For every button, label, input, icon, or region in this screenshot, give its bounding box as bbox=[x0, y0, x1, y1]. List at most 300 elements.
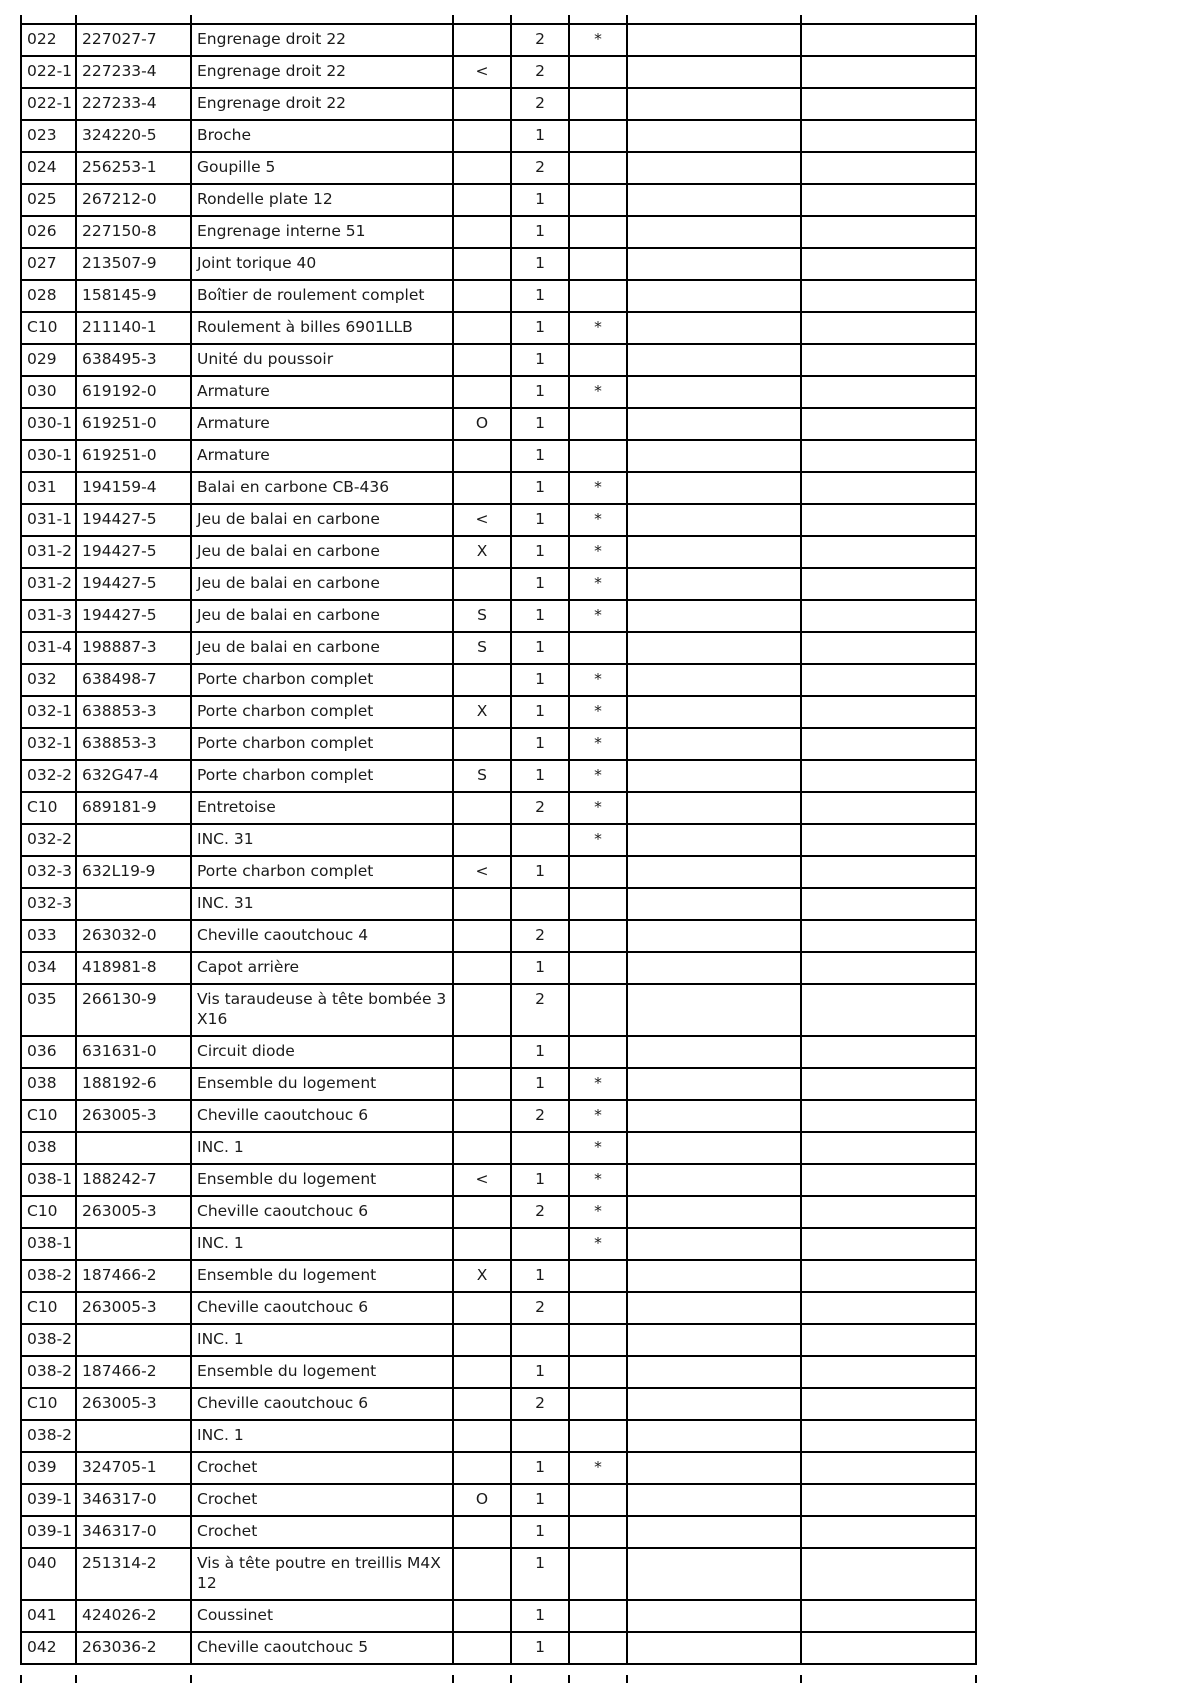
empty-cell bbox=[627, 1036, 801, 1068]
empty-cell bbox=[801, 120, 976, 152]
quantity-cell bbox=[511, 1132, 569, 1164]
empty-cell bbox=[801, 824, 976, 856]
table-row bbox=[21, 88, 976, 120]
empty-cell bbox=[627, 1260, 801, 1292]
quantity-cell: 1 bbox=[511, 248, 569, 280]
empty-cell bbox=[627, 24, 801, 56]
variant-mark-cell bbox=[453, 920, 511, 952]
description-cell: Jeu de balai en carbone bbox=[191, 568, 453, 600]
item-number-cell: 028 bbox=[21, 280, 76, 312]
part-number-cell: 632G47-4 bbox=[76, 760, 191, 792]
variant-mark-cell bbox=[453, 728, 511, 760]
table-row bbox=[21, 1164, 976, 1196]
empty-cell bbox=[801, 568, 976, 600]
item-number-cell: 038-1 bbox=[21, 1164, 76, 1196]
item-number-cell: 038 bbox=[21, 1068, 76, 1100]
empty-cell bbox=[627, 472, 801, 504]
empty-cell bbox=[801, 152, 976, 184]
variant-mark-cell: O bbox=[453, 1484, 511, 1516]
empty-cell bbox=[801, 56, 976, 88]
description-cell: INC. 1 bbox=[191, 1324, 453, 1356]
empty-cell bbox=[801, 24, 976, 56]
empty-cell bbox=[627, 56, 801, 88]
note-marker-cell: * bbox=[569, 760, 627, 792]
quantity-cell bbox=[511, 1228, 569, 1260]
description-cell: Cheville caoutchouc 6 bbox=[191, 1100, 453, 1132]
note-marker-cell bbox=[569, 1632, 627, 1664]
empty-cell bbox=[627, 920, 801, 952]
part-number-cell: 266130-9 bbox=[76, 984, 191, 1036]
table-row bbox=[21, 280, 976, 312]
table-row bbox=[21, 600, 976, 632]
item-number-cell: 031-2 bbox=[21, 568, 76, 600]
quantity-cell: 1 bbox=[511, 1632, 569, 1664]
part-number-cell: 346317-0 bbox=[76, 1484, 191, 1516]
variant-mark-cell bbox=[453, 344, 511, 376]
table-row bbox=[21, 1548, 976, 1600]
variant-mark-cell bbox=[453, 792, 511, 824]
part-number-cell: 227233-4 bbox=[76, 56, 191, 88]
variant-mark-cell bbox=[453, 664, 511, 696]
part-number-cell: 187466-2 bbox=[76, 1356, 191, 1388]
part-number-cell bbox=[76, 1324, 191, 1356]
variant-mark-cell bbox=[453, 1068, 511, 1100]
quantity-cell: 2 bbox=[511, 1100, 569, 1132]
variant-mark-cell bbox=[453, 312, 511, 344]
quantity-cell bbox=[511, 888, 569, 920]
table-continuation-top bbox=[20, 15, 977, 23]
empty-cell bbox=[627, 1324, 801, 1356]
empty-cell bbox=[801, 1484, 976, 1516]
table-row bbox=[21, 792, 976, 824]
variant-mark-cell bbox=[453, 88, 511, 120]
table-row bbox=[21, 1324, 976, 1356]
empty-cell bbox=[801, 600, 976, 632]
note-marker-cell: * bbox=[569, 568, 627, 600]
note-marker-cell: * bbox=[569, 376, 627, 408]
empty-cell bbox=[801, 1356, 976, 1388]
table-row bbox=[21, 1600, 976, 1632]
empty-cell bbox=[627, 376, 801, 408]
part-number-cell: 324705-1 bbox=[76, 1452, 191, 1484]
item-number-cell: 036 bbox=[21, 1036, 76, 1068]
note-marker-cell bbox=[569, 1600, 627, 1632]
description-cell: Jeu de balai en carbone bbox=[191, 632, 453, 664]
quantity-cell: 1 bbox=[511, 1452, 569, 1484]
note-marker-cell bbox=[569, 88, 627, 120]
note-marker-cell: * bbox=[569, 728, 627, 760]
variant-mark-cell: X bbox=[453, 536, 511, 568]
item-number-cell: 029 bbox=[21, 344, 76, 376]
part-number-cell: 211140-1 bbox=[76, 312, 191, 344]
table-row bbox=[21, 1196, 976, 1228]
description-cell: Unité du poussoir bbox=[191, 344, 453, 376]
description-cell: Rondelle plate 12 bbox=[191, 184, 453, 216]
table-row bbox=[21, 1260, 976, 1292]
variant-mark-cell bbox=[453, 952, 511, 984]
description-cell: INC. 31 bbox=[191, 824, 453, 856]
part-number-cell bbox=[76, 888, 191, 920]
empty-cell bbox=[801, 1228, 976, 1260]
description-cell: Ensemble du logement bbox=[191, 1164, 453, 1196]
note-marker-cell bbox=[569, 120, 627, 152]
item-number-cell: C10 bbox=[21, 1196, 76, 1228]
table-row bbox=[21, 760, 976, 792]
part-number-cell: 227233-4 bbox=[76, 88, 191, 120]
description-cell: INC. 31 bbox=[191, 888, 453, 920]
quantity-cell: 2 bbox=[511, 1292, 569, 1324]
variant-mark-cell bbox=[453, 568, 511, 600]
empty-cell bbox=[801, 1036, 976, 1068]
note-marker-cell bbox=[569, 1292, 627, 1324]
part-number-cell: 263032-0 bbox=[76, 920, 191, 952]
quantity-cell: 1 bbox=[511, 632, 569, 664]
description-cell: Crochet bbox=[191, 1516, 453, 1548]
empty-cell bbox=[627, 344, 801, 376]
quantity-cell: 1 bbox=[511, 1516, 569, 1548]
item-number-cell: 031-4 bbox=[21, 632, 76, 664]
table-row bbox=[21, 120, 976, 152]
item-number-cell: 034 bbox=[21, 952, 76, 984]
note-marker-cell bbox=[569, 1548, 627, 1600]
description-cell: Porte charbon complet bbox=[191, 856, 453, 888]
part-number-cell: 263005-3 bbox=[76, 1292, 191, 1324]
description-cell: Cheville caoutchouc 6 bbox=[191, 1388, 453, 1420]
table-row bbox=[21, 1132, 976, 1164]
part-number-cell: 638853-3 bbox=[76, 696, 191, 728]
empty-cell bbox=[801, 472, 976, 504]
description-cell: Porte charbon complet bbox=[191, 696, 453, 728]
empty-cell bbox=[627, 824, 801, 856]
part-number-cell: 638498-7 bbox=[76, 664, 191, 696]
empty-cell bbox=[801, 920, 976, 952]
item-number-cell: 038-2 bbox=[21, 1260, 76, 1292]
table-row bbox=[21, 1632, 976, 1664]
quantity-cell: 1 bbox=[511, 1260, 569, 1292]
table-row bbox=[21, 888, 976, 920]
variant-mark-cell bbox=[453, 1324, 511, 1356]
part-number-cell: 256253-1 bbox=[76, 152, 191, 184]
note-marker-cell bbox=[569, 152, 627, 184]
quantity-cell: 1 bbox=[511, 856, 569, 888]
empty-cell bbox=[627, 1452, 801, 1484]
description-cell: Coussinet bbox=[191, 1600, 453, 1632]
empty-cell bbox=[627, 856, 801, 888]
empty-cell bbox=[801, 504, 976, 536]
note-marker-cell bbox=[569, 1388, 627, 1420]
table-row bbox=[21, 536, 976, 568]
item-number-cell: 030-1 bbox=[21, 408, 76, 440]
part-number-cell: 632L19-9 bbox=[76, 856, 191, 888]
quantity-cell: 1 bbox=[511, 376, 569, 408]
part-number-cell: 418981-8 bbox=[76, 952, 191, 984]
variant-mark-cell bbox=[453, 376, 511, 408]
description-cell: Entretoise bbox=[191, 792, 453, 824]
description-cell: Engrenage droit 22 bbox=[191, 24, 453, 56]
empty-cell bbox=[801, 1100, 976, 1132]
table-row bbox=[21, 696, 976, 728]
variant-mark-cell bbox=[453, 984, 511, 1036]
quantity-cell: 1 bbox=[511, 696, 569, 728]
quantity-cell: 1 bbox=[511, 600, 569, 632]
quantity-cell: 1 bbox=[511, 120, 569, 152]
part-number-cell bbox=[76, 1420, 191, 1452]
empty-cell bbox=[801, 1420, 976, 1452]
quantity-cell: 1 bbox=[511, 472, 569, 504]
table-row bbox=[21, 1420, 976, 1452]
item-number-cell: 040 bbox=[21, 1548, 76, 1600]
item-number-cell: 039-1 bbox=[21, 1516, 76, 1548]
empty-cell bbox=[627, 152, 801, 184]
empty-cell bbox=[801, 632, 976, 664]
quantity-cell: 2 bbox=[511, 56, 569, 88]
item-number-cell: 032-3 bbox=[21, 888, 76, 920]
description-cell: Crochet bbox=[191, 1452, 453, 1484]
table-row bbox=[21, 856, 976, 888]
quantity-cell: 1 bbox=[511, 216, 569, 248]
note-marker-cell bbox=[569, 888, 627, 920]
note-marker-cell: * bbox=[569, 1068, 627, 1100]
description-cell: INC. 1 bbox=[191, 1420, 453, 1452]
empty-cell bbox=[627, 632, 801, 664]
item-number-cell: 032-1 bbox=[21, 696, 76, 728]
variant-mark-cell: X bbox=[453, 1260, 511, 1292]
description-cell: Jeu de balai en carbone bbox=[191, 504, 453, 536]
empty-cell bbox=[801, 1324, 976, 1356]
note-marker-cell bbox=[569, 856, 627, 888]
variant-mark-cell bbox=[453, 1132, 511, 1164]
quantity-cell: 1 bbox=[511, 312, 569, 344]
part-number-cell: 638853-3 bbox=[76, 728, 191, 760]
table-row bbox=[21, 1036, 976, 1068]
part-number-cell: 227150-8 bbox=[76, 216, 191, 248]
empty-cell bbox=[627, 696, 801, 728]
empty-cell bbox=[627, 120, 801, 152]
variant-mark-cell bbox=[453, 1548, 511, 1600]
item-number-cell: 022-1 bbox=[21, 56, 76, 88]
item-number-cell: 025 bbox=[21, 184, 76, 216]
description-cell: Porte charbon complet bbox=[191, 728, 453, 760]
quantity-cell: 2 bbox=[511, 152, 569, 184]
note-marker-cell bbox=[569, 920, 627, 952]
empty-cell bbox=[801, 1548, 976, 1600]
item-number-cell: C10 bbox=[21, 1388, 76, 1420]
table-row bbox=[21, 504, 976, 536]
empty-cell bbox=[627, 312, 801, 344]
empty-cell bbox=[627, 408, 801, 440]
description-cell: Cheville caoutchouc 4 bbox=[191, 920, 453, 952]
empty-cell bbox=[801, 952, 976, 984]
note-marker-cell bbox=[569, 1036, 627, 1068]
note-marker-cell bbox=[569, 56, 627, 88]
empty-cell bbox=[627, 1632, 801, 1664]
table-row bbox=[21, 24, 976, 56]
table-row bbox=[21, 664, 976, 696]
variant-mark-cell bbox=[453, 1452, 511, 1484]
quantity-cell: 1 bbox=[511, 1036, 569, 1068]
item-number-cell: 023 bbox=[21, 120, 76, 152]
item-number-cell: 026 bbox=[21, 216, 76, 248]
item-number-cell: 032 bbox=[21, 664, 76, 696]
item-number-cell: 038 bbox=[21, 1132, 76, 1164]
quantity-cell: 1 bbox=[511, 568, 569, 600]
empty-cell bbox=[801, 1068, 976, 1100]
part-number-cell: 158145-9 bbox=[76, 280, 191, 312]
empty-cell bbox=[627, 952, 801, 984]
empty-cell bbox=[801, 1388, 976, 1420]
part-number-cell: 187466-2 bbox=[76, 1260, 191, 1292]
part-number-cell: 188192-6 bbox=[76, 1068, 191, 1100]
description-cell: Boîtier de roulement complet bbox=[191, 280, 453, 312]
table-row bbox=[21, 376, 976, 408]
variant-mark-cell bbox=[453, 1292, 511, 1324]
description-cell: INC. 1 bbox=[191, 1228, 453, 1260]
note-marker-cell bbox=[569, 1484, 627, 1516]
item-number-cell: 024 bbox=[21, 152, 76, 184]
variant-mark-cell bbox=[453, 1196, 511, 1228]
quantity-cell: 1 bbox=[511, 280, 569, 312]
empty-cell bbox=[801, 1452, 976, 1484]
note-marker-cell: * bbox=[569, 1196, 627, 1228]
table-row bbox=[21, 1228, 976, 1260]
description-cell: Porte charbon complet bbox=[191, 760, 453, 792]
description-cell: Joint torique 40 bbox=[191, 248, 453, 280]
empty-cell bbox=[627, 248, 801, 280]
parts-list-page bbox=[20, 23, 977, 1665]
item-number-cell: 030 bbox=[21, 376, 76, 408]
description-cell: Ensemble du logement bbox=[191, 1260, 453, 1292]
item-number-cell: C10 bbox=[21, 792, 76, 824]
part-number-cell: 263005-3 bbox=[76, 1196, 191, 1228]
table-row bbox=[21, 728, 976, 760]
variant-mark-cell: X bbox=[453, 696, 511, 728]
quantity-cell bbox=[511, 1324, 569, 1356]
part-number-cell: 194427-5 bbox=[76, 600, 191, 632]
note-marker-cell bbox=[569, 248, 627, 280]
item-number-cell: 041 bbox=[21, 1600, 76, 1632]
note-marker-cell bbox=[569, 280, 627, 312]
variant-mark-cell bbox=[453, 824, 511, 856]
note-marker-cell: * bbox=[569, 1100, 627, 1132]
empty-cell bbox=[801, 1632, 976, 1664]
quantity-cell: 2 bbox=[511, 792, 569, 824]
table-row bbox=[21, 1516, 976, 1548]
empty-cell bbox=[627, 1484, 801, 1516]
quantity-cell: 1 bbox=[511, 344, 569, 376]
note-marker-cell bbox=[569, 184, 627, 216]
item-number-cell: 031-3 bbox=[21, 600, 76, 632]
note-marker-cell: * bbox=[569, 536, 627, 568]
quantity-cell: 2 bbox=[511, 920, 569, 952]
variant-mark-cell bbox=[453, 1600, 511, 1632]
empty-cell bbox=[627, 1196, 801, 1228]
note-marker-cell bbox=[569, 1260, 627, 1292]
quantity-cell: 1 bbox=[511, 184, 569, 216]
variant-mark-cell bbox=[453, 1388, 511, 1420]
table-row bbox=[21, 312, 976, 344]
table-row bbox=[21, 1452, 976, 1484]
table-row bbox=[21, 344, 976, 376]
empty-cell bbox=[627, 1356, 801, 1388]
empty-cell bbox=[627, 792, 801, 824]
description-cell: Armature bbox=[191, 376, 453, 408]
empty-cell bbox=[627, 728, 801, 760]
part-number-cell: 188242-7 bbox=[76, 1164, 191, 1196]
table-row bbox=[21, 1100, 976, 1132]
empty-cell bbox=[801, 248, 976, 280]
quantity-cell bbox=[511, 1420, 569, 1452]
item-number-cell: 032-3 bbox=[21, 856, 76, 888]
item-number-cell: 033 bbox=[21, 920, 76, 952]
empty-cell bbox=[801, 1196, 976, 1228]
empty-cell bbox=[801, 376, 976, 408]
empty-cell bbox=[801, 792, 976, 824]
table-row bbox=[21, 632, 976, 664]
variant-mark-cell bbox=[453, 1420, 511, 1452]
part-number-cell: 689181-9 bbox=[76, 792, 191, 824]
variant-mark-cell bbox=[453, 1100, 511, 1132]
note-marker-cell: * bbox=[569, 696, 627, 728]
item-number-cell: 035 bbox=[21, 984, 76, 1036]
description-cell: Vis à tête poutre en treillis M4X12 bbox=[191, 1548, 453, 1600]
part-number-cell: 638495-3 bbox=[76, 344, 191, 376]
part-number-cell: 346317-0 bbox=[76, 1516, 191, 1548]
description-cell: INC. 1 bbox=[191, 1132, 453, 1164]
empty-cell bbox=[627, 1388, 801, 1420]
quantity-cell: 1 bbox=[511, 1484, 569, 1516]
note-marker-cell: * bbox=[569, 824, 627, 856]
table-row bbox=[21, 1388, 976, 1420]
part-number-cell: 619192-0 bbox=[76, 376, 191, 408]
item-number-cell: 038-2 bbox=[21, 1356, 76, 1388]
variant-mark-cell: S bbox=[453, 632, 511, 664]
variant-mark-cell bbox=[453, 152, 511, 184]
variant-mark-cell: < bbox=[453, 56, 511, 88]
item-number-cell: 030-1 bbox=[21, 440, 76, 472]
part-number-cell: 619251-0 bbox=[76, 408, 191, 440]
part-number-cell: 263036-2 bbox=[76, 1632, 191, 1664]
empty-cell bbox=[627, 568, 801, 600]
empty-cell bbox=[627, 1292, 801, 1324]
description-cell: Balai en carbone CB-436 bbox=[191, 472, 453, 504]
note-marker-cell: * bbox=[569, 312, 627, 344]
part-number-cell bbox=[76, 1132, 191, 1164]
part-number-cell: 424026-2 bbox=[76, 1600, 191, 1632]
note-marker-cell: * bbox=[569, 1228, 627, 1260]
variant-mark-cell: O bbox=[453, 408, 511, 440]
description-cell: Engrenage interne 51 bbox=[191, 216, 453, 248]
part-number-cell: 194427-5 bbox=[76, 536, 191, 568]
item-number-cell: 032-1 bbox=[21, 728, 76, 760]
empty-cell bbox=[801, 664, 976, 696]
empty-cell bbox=[627, 664, 801, 696]
table-row bbox=[21, 440, 976, 472]
description-cell: Crochet bbox=[191, 1484, 453, 1516]
table-row bbox=[21, 248, 976, 280]
description-cell: Jeu de balai en carbone bbox=[191, 600, 453, 632]
item-number-cell: 039-1 bbox=[21, 1484, 76, 1516]
variant-mark-cell bbox=[453, 1516, 511, 1548]
description-cell: Capot arrière bbox=[191, 952, 453, 984]
part-number-cell: 194427-5 bbox=[76, 504, 191, 536]
table-row bbox=[21, 984, 976, 1036]
description-cell: Roulement à billes 6901LLB bbox=[191, 312, 453, 344]
quantity-cell: 1 bbox=[511, 536, 569, 568]
parts-table bbox=[20, 23, 977, 1665]
variant-mark-cell: S bbox=[453, 760, 511, 792]
empty-cell bbox=[801, 344, 976, 376]
note-marker-cell bbox=[569, 952, 627, 984]
